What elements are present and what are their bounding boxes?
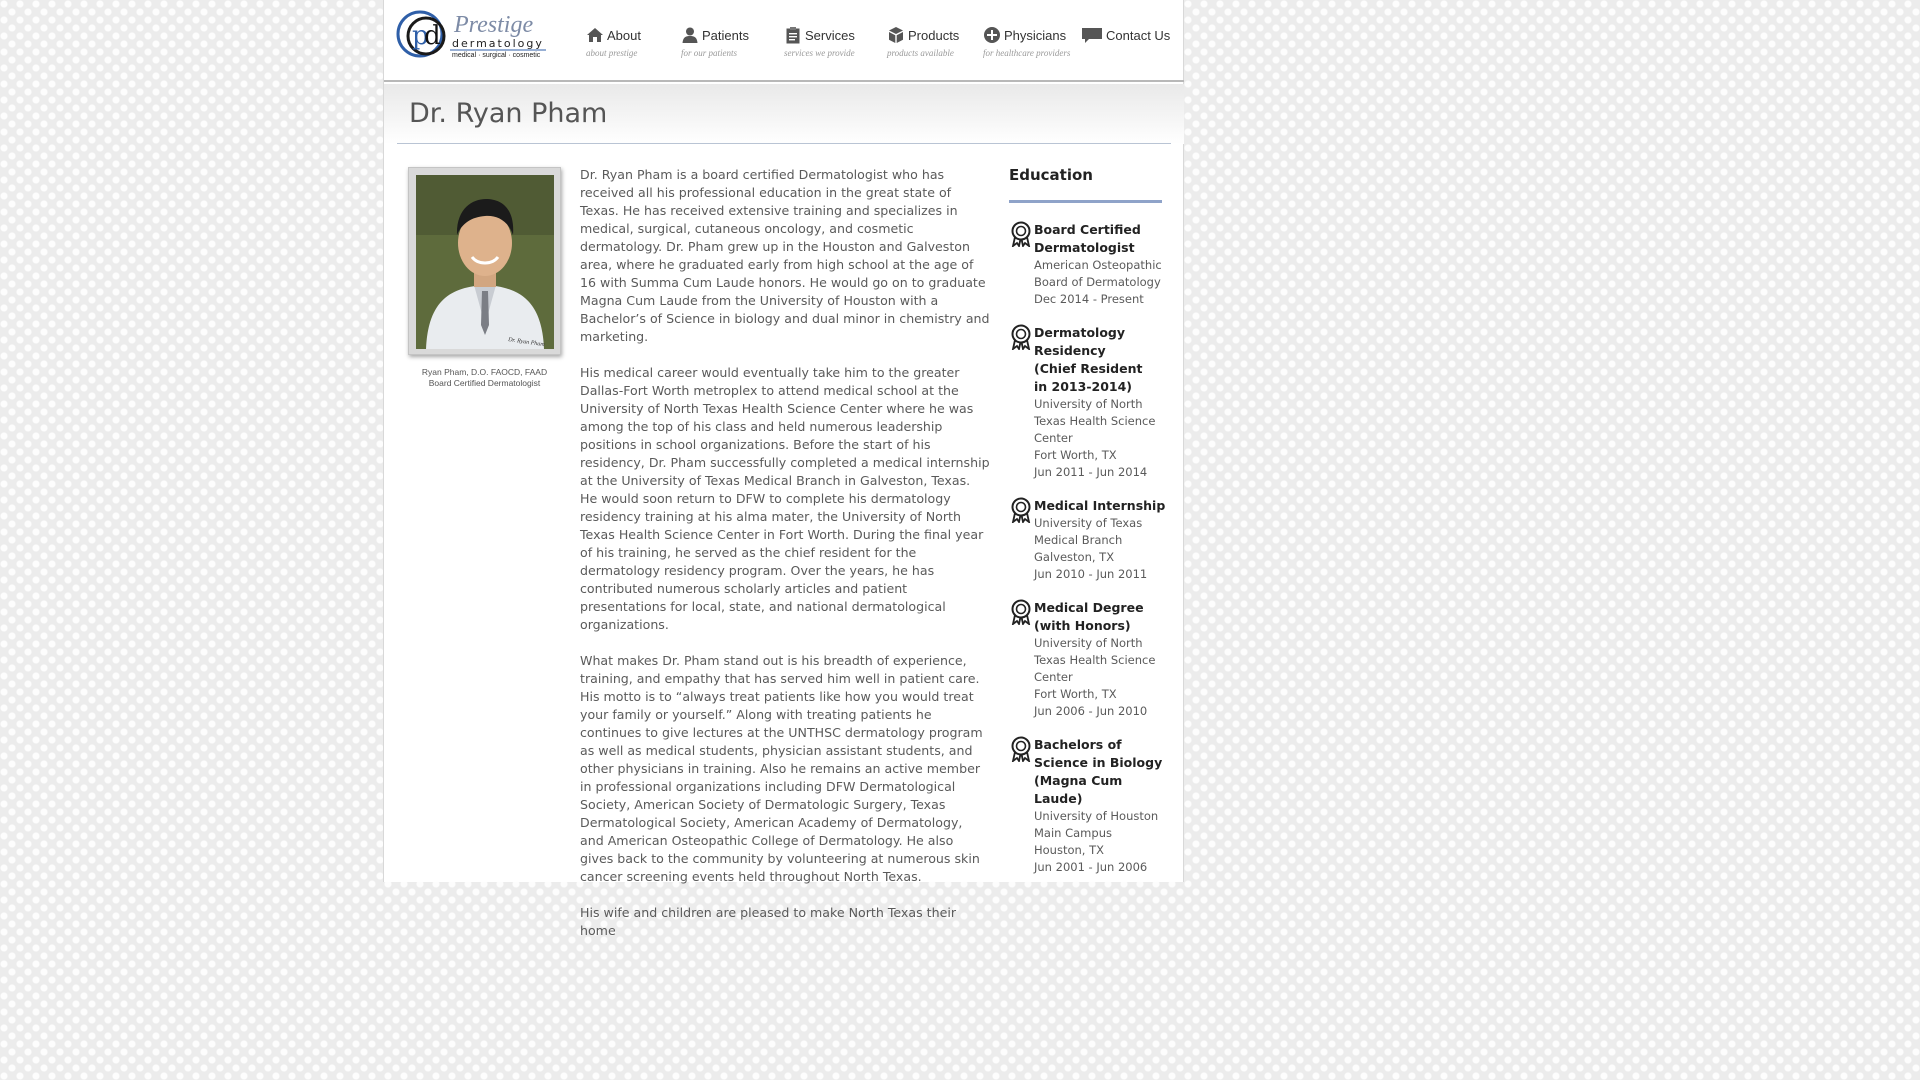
education-detail: American Osteopathic [1034,258,1162,272]
education-detail: Main Campus [1034,826,1112,840]
bio-paragraph: His medical career would eventually take him to the greater Dallas-Fort Worth metroplex to attend medical school at the University of North Texas Health Science Center where he was among the top of his class and held numerous leadership positions in school organizations. Before the start of his residency, Dr. Pham successfully completed a medical internship at the University of Texas Medical Branch in Galveston, Texas. He would soon return to DFW to complete his dermatology residency training at his alma mater, the University of North Texas Health Science Center in Fort Worth. During the final year of his training, he served as the chief resident for the dermatology residency program. Over the years, he has contributed numerous scholarly articles and patient presentations for local, state, and national dermatological organizations. [580,365,990,632]
page-title: Dr. Ryan Pham [409,98,608,129]
education-detail: Galveston, TX [1034,550,1115,564]
education-degree: Science in Biology [1034,755,1163,770]
svg-text:Dr. Ryan Pham: Dr. Ryan Pham [507,337,545,349]
education-degree: Dermatologist [1034,240,1135,255]
education-detail: University of Texas [1034,516,1143,530]
education-detail: Dec 2014 - Present [1034,292,1144,306]
nav-about-label: About [607,27,641,43]
title-divider [397,143,1171,144]
education-degree: Medical Internship [1034,498,1166,513]
svg-text:p: p [412,21,429,51]
doctor-portrait-image [416,175,554,349]
education-detail: Jun 2010 - Jun 2011 [1034,567,1148,581]
education-title: Education [1009,166,1093,184]
education-item [1009,599,1174,720]
education-detail: Fort Worth, TX [1034,687,1117,701]
nav-products-sub: products available [887,48,954,58]
education-detail: University of Houston [1034,809,1159,823]
education-detail: Jun 2001 - Jun 2006 [1034,860,1148,874]
nav-about-sub: about prestige [586,48,638,58]
education-detail: Texas Health Science [1034,414,1156,428]
education-detail: Houston, TX [1034,843,1105,857]
site-header [384,0,1184,82]
chat-icon [1081,26,1103,44]
education-degree: (with Honors) [1034,618,1131,633]
education-section [1009,166,1174,876]
svg-text:Prestige: Prestige [454,12,534,38]
education-divider [1009,200,1162,203]
person-icon [681,26,699,44]
doctor-photo-frame [408,167,561,355]
education-degree: Board Certified [1034,222,1141,237]
education-item [1009,221,1174,308]
education-list [1009,221,1174,876]
education-detail: Jun 2011 - Jun 2014 [1034,465,1148,479]
svg-text:dermatology: dermatology [452,37,544,50]
nav-services-sub: services we provide [784,48,855,58]
caption-title: Board Certified Dermatologist [428,378,541,388]
nav-services[interactable] [784,22,855,58]
education-degree: in 2013-2014) [1034,379,1133,394]
education-item [1009,497,1174,583]
nav-patients-sub: for our patients [681,48,738,58]
award-ribbon-icon [1010,599,1032,625]
nav-products-label: Products [908,27,960,43]
award-ribbon-icon [1010,324,1032,350]
plus-circle-icon [983,26,1001,44]
home-icon [586,26,604,44]
education-degree: Residency [1034,343,1106,358]
education-detail: Medical Branch [1034,533,1123,547]
education-degree: (Magna Cum Laude) [1034,773,1123,806]
education-degree: Dermatology [1034,325,1126,340]
education-detail: Board of Dermatology [1034,275,1161,289]
nav-about[interactable] [586,22,641,58]
education-detail: Fort Worth, TX [1034,448,1117,462]
education-detail: Texas Health Science [1034,653,1156,667]
caption-name: Ryan Pham, D.O. FAOCD, FAAD [421,367,548,377]
box-icon [887,26,905,44]
photo-caption [408,367,561,389]
bio-text [580,166,990,958]
education-detail: Center [1034,670,1073,684]
clipboard-icon [784,26,802,44]
education-detail: University of North [1034,636,1143,650]
page-container [383,0,1184,938]
education-degree: Bachelors of [1034,737,1122,752]
nav-contact-label: Contact Us [1106,27,1171,43]
bio-paragraph: Dr. Ryan Pham is a board certified Dermatologist who has received all his professional education in the great state of Texas. He has received extensive training and specializes in medical, surgical, cutaneous oncology, and cosmetic dermatology. Dr. Pham grew up in the Houston and Galveston area, where he graduated early from high school at the age of 16 with Summa Cum Laude honors. He would go on to graduate Magna Cum Laude from the University of Houston with a Bachelor’s of Science in biology and dual minor in chemistry and marketing. [580,167,990,344]
nav-contact[interactable] [1081,22,1170,48]
education-item [1009,736,1174,876]
award-ribbon-icon [1010,736,1032,762]
nav-physicians-label: Physicians [1004,27,1067,43]
nav-physicians-sub: for healthcare providers [983,48,1071,58]
education-detail: Center [1034,431,1073,445]
main-nav [384,22,1184,66]
svg-text:medical · surgical · cosmetic: medical · surgical · cosmetic [452,52,541,59]
education-detail: Jun 2006 - Jun 2010 [1034,704,1148,718]
education-degree: (Chief Resident [1034,361,1143,376]
bio-paragraph: His wife and children are pleased to make North Texas their home [580,905,956,938]
education-item [1009,324,1174,481]
award-ribbon-icon [1010,497,1032,523]
svg-text:d: d [424,21,441,51]
nav-products[interactable] [887,22,959,58]
award-ribbon-icon [1010,221,1032,247]
education-detail: University of North [1034,397,1143,411]
bio-paragraph: What makes Dr. Pham stand out is his breadth of experience, training, and empathy that has served him well in patient care. His motto is to “always treat patients like how you would treat your family or yourself.” Along with treating patients he continues to give lectures at the UNTHSC dermatology program as well as medical students, physician assistant students, and other physicians in training. Also he remains an active member in professional organizations including DFW Dermatological Society, American Society of Dermatologic Surgery, Texas Dermatological Society, American Academy of Dermatology, and American Osteopathic College of Dermatology. He also gives back to the community by volunteering at numerous skin cancer screening events held throughout North Texas. [580,653,983,884]
nav-patients-label: Patients [702,27,749,43]
nav-physicians[interactable] [983,22,1070,58]
nav-services-label: Services [805,27,855,43]
education-degree: Medical Degree [1034,600,1144,615]
doctor-photo [416,175,554,349]
nav-patients[interactable] [681,22,749,58]
